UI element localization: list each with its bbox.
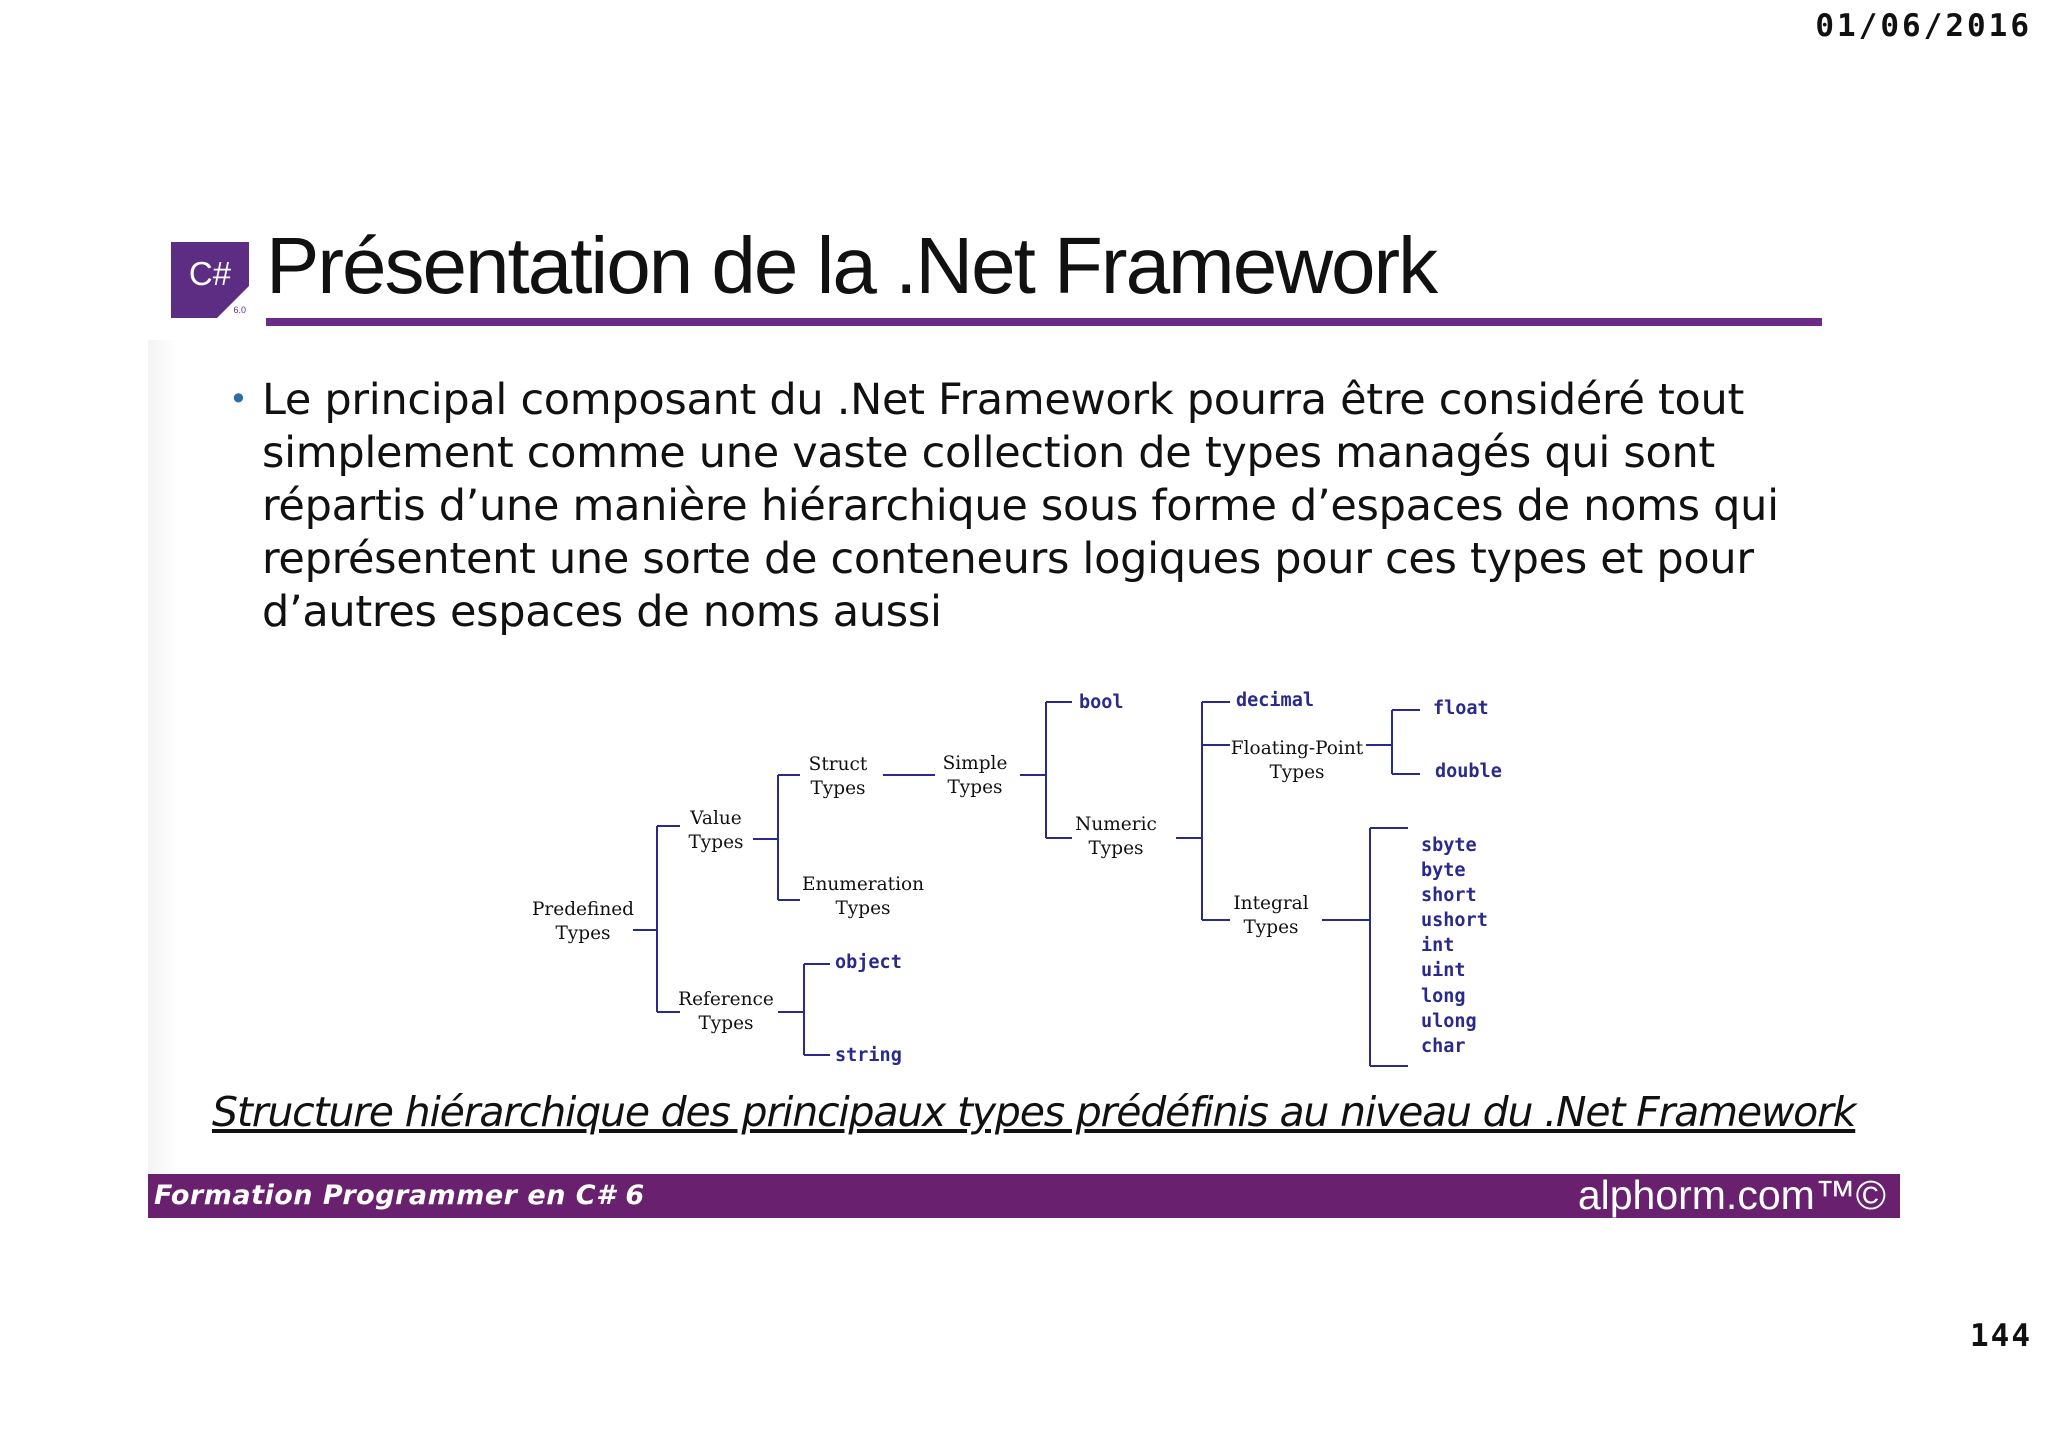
node-predefined-types: Predefined Types	[531, 899, 635, 944]
type-string: string	[835, 1045, 902, 1066]
page-number: 144	[1970, 1318, 2032, 1354]
footer-brand: alphorm.com™©	[1577, 1172, 1886, 1218]
diagram-caption: Structure hiérarchique des principaux types prédéfinis au niveau du .Net Framework	[212, 1088, 1856, 1136]
type-short: short	[1421, 885, 1477, 906]
type-object: object	[835, 952, 902, 973]
page-date: 01/06/2016	[1815, 8, 2032, 44]
type-double: double	[1435, 761, 1502, 782]
type-long: long	[1421, 986, 1466, 1007]
type-decimal: decimal	[1236, 690, 1314, 711]
bullet-dot: •	[229, 380, 248, 418]
type-bool: bool	[1079, 692, 1124, 713]
type-float: float	[1433, 698, 1489, 719]
type-sbyte: sbyte	[1421, 835, 1477, 856]
logo-text: C#	[188, 255, 232, 292]
node-floating-point-types: Floating-Point Types	[1230, 738, 1364, 783]
type-char: char	[1421, 1036, 1466, 1057]
type-ulong: ulong	[1421, 1011, 1477, 1032]
slide-title: Présentation de la .Net Framework	[266, 221, 1437, 310]
type-uint: uint	[1421, 960, 1466, 981]
bullet-text: Le principal composant du .Net Framework pourra être considéré tout simplement comme une vaste collection de types managés qui sont répartis d’une manière hiérarchique sous forme d’espaces de noms qui représentent une sorte de conteneurs logiques pour ces types et pour d’autres espaces de noms aussi	[262, 375, 1779, 637]
node-integral-types: Integral Types	[1233, 893, 1309, 938]
logo-version: 6.0	[233, 305, 246, 315]
footer-course-title: Formation Programmer en C# 6	[154, 1180, 645, 1211]
node-simple-types: Simple Types	[942, 753, 1008, 798]
node-struct-types: Struct Types	[808, 754, 868, 799]
type-byte: byte	[1421, 860, 1466, 881]
node-reference-types: Reference Types	[678, 989, 774, 1034]
type-ushort: ushort	[1421, 910, 1488, 931]
node-value-types: Value Types	[688, 808, 744, 853]
integral-type-list	[1421, 835, 1488, 1057]
footer-bar	[148, 1174, 1900, 1218]
node-numeric-types: Numeric Types	[1075, 814, 1157, 859]
type-int: int	[1421, 935, 1455, 956]
node-enumeration-types: Enumeration Types	[801, 874, 925, 919]
